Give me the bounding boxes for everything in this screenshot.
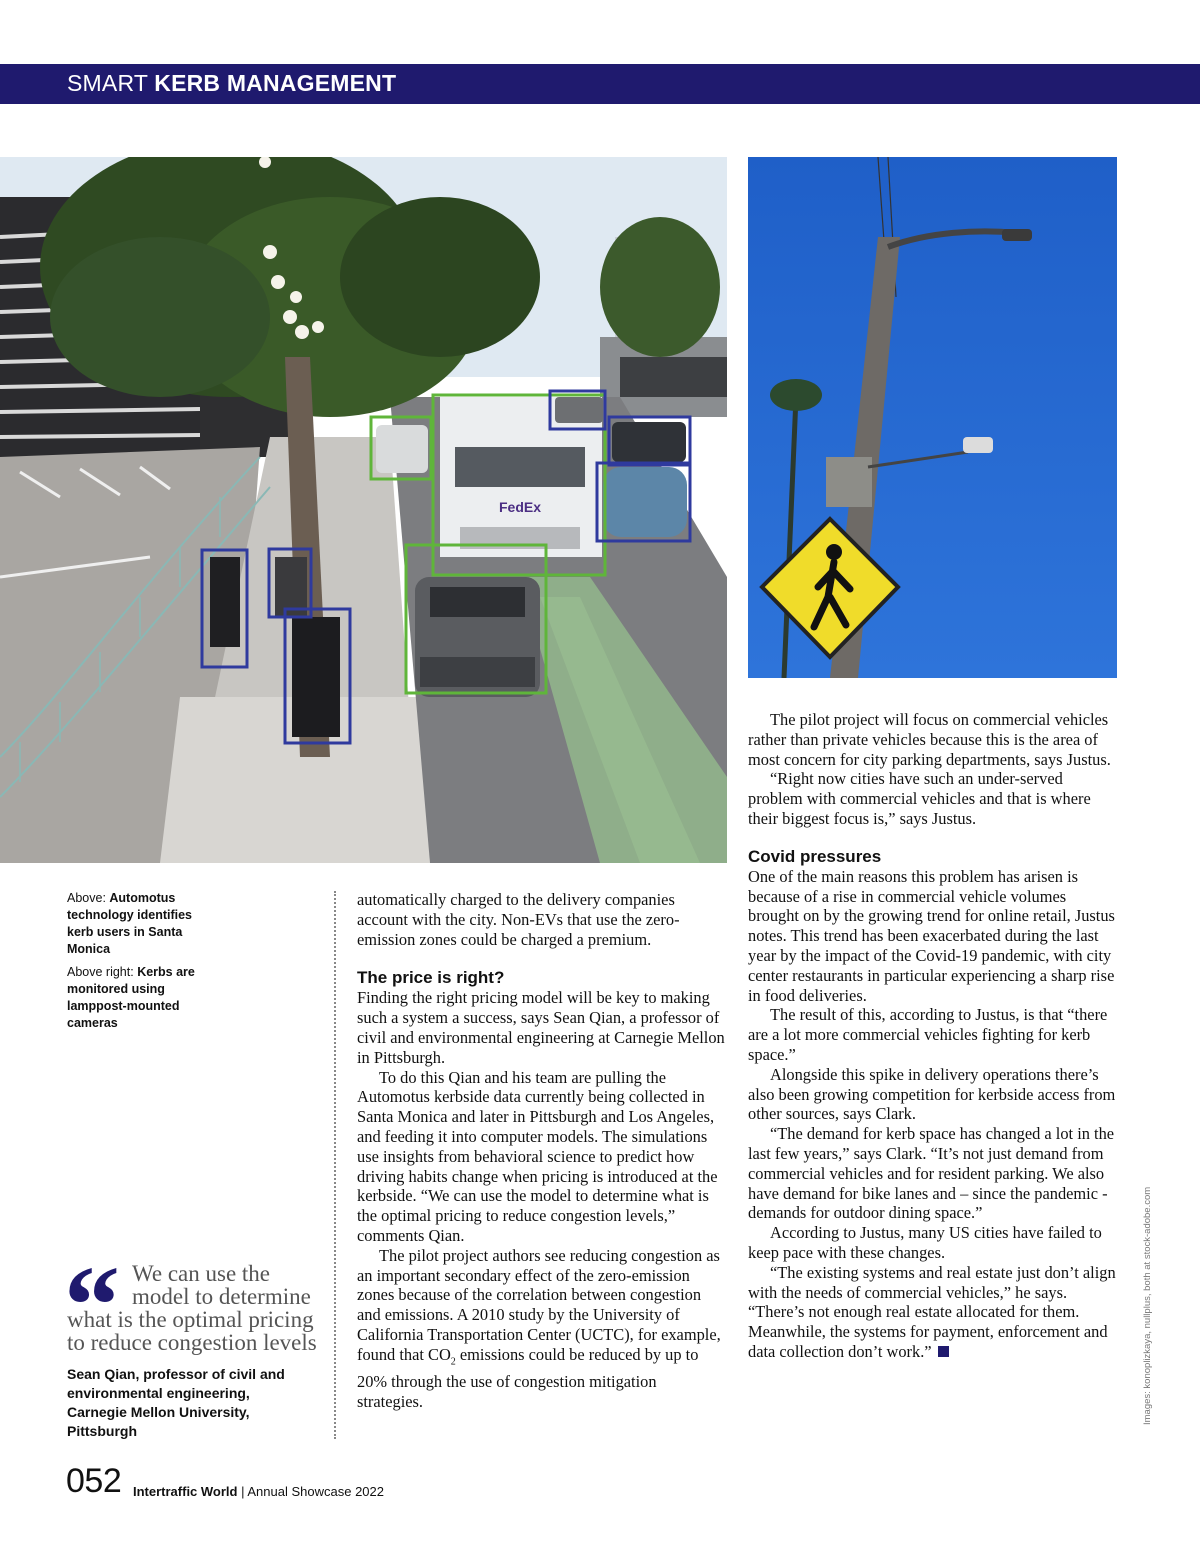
end-mark-icon: [938, 1346, 949, 1357]
paragraph: The result of this, according to Justus, is that “there are a lot more commercial vehicles fighting for kerb space.”: [748, 1005, 1108, 1064]
pull-quote-line: to reduce congestion levels: [67, 1330, 317, 1355]
paragraph: One of the main reasons this problem has arisen is because of a rise in commercial vehicle volumes brought on by the growing trend for online retail, Justus notes. This trend has been exacerbated during the last year by the impact of the Covid-19 pandemic, with city center restaurants in particular experiencing a sharp rise in food deliveries.: [748, 866, 1115, 1005]
quote-mark-icon: “: [64, 1244, 120, 1368]
subheading-price: The price is right?: [357, 968, 505, 988]
truck-logo: FedEx: [498, 499, 542, 515]
column-divider: [334, 891, 336, 1439]
street-detection-photo: [0, 157, 727, 863]
issue-name: Annual Showcase 2022: [247, 1484, 384, 1499]
caption-above: [67, 890, 207, 958]
paragraph-text: The pilot project authors see reducing congestion as an important secondary effect of the zero-emission zones because of the correlation between congestion and emissions. A 2010 study by the University of California Transportation Center (UCTC), for example, found that CO: [357, 1245, 721, 1364]
paragraph: “Right now cities have such an under-served problem with commercial vehicles and that is where their biggest focus is,” says Justus.: [748, 769, 1091, 828]
photo-captions: [67, 890, 207, 1038]
footer-publication: [133, 1484, 384, 1499]
paragraph: To do this Qian and his team are pulling the Automotus kerbside data currently being collected in Santa Monica and later in Pittsburgh and Los Angeles, and feeding it into computer models. The simulations use insights from behavioral science to predict how driving habits change when pricing is introduced at the kerbside. “We can use the model to determine what is the optimal pricing to reduce congestion levels,” comments Qian.: [357, 1067, 718, 1245]
subheading-covid: Covid pressures: [748, 846, 882, 866]
paragraph-text: “The existing systems and real estate just don’t align with the needs of commercial vehicles,” he says. “There’s not enough real estate allocated for them. Meanwhile, the systems for payment, enforcement and data collection don’t work.”: [748, 1262, 1116, 1361]
pull-quote: [67, 1262, 317, 1354]
article-column-right: [748, 710, 1120, 1362]
paragraph: According to Justus, many US cities have failed to keep pace with these changes.: [748, 1223, 1102, 1262]
section-header-bar: [0, 64, 1200, 104]
caption-body: Kerbs are monitored using lamppost-mounted cameras: [67, 965, 195, 1030]
paragraph: Alongside this spike in delivery operations there’s also been growing competition for kerbside access from other sources, says Clark.: [748, 1064, 1116, 1124]
footer-separator: |: [237, 1484, 248, 1499]
pull-quote-attribution: Sean Qian, professor of civil and environmental engineering, Carnegie Mellon University, Pittsburgh: [67, 1366, 285, 1439]
section-title-light: SMART: [67, 70, 155, 96]
paragraph: Finding the right pricing model will be key to making such a system a success, says Sean Qian, a professor of civil and environmental engineering at Carnegie Mellon in Pittsburgh.: [357, 988, 725, 1067]
lamppost-camera-photo: [748, 157, 1117, 678]
caption-body: Automotus technology identifies kerb users in Santa Monica: [67, 891, 193, 956]
article-column-middle: [357, 890, 725, 1411]
paragraph: “The demand for kerb space has changed a lot in the last few years,” says Clark. “It’s not just demand from commercial vehicles and for resident parking. We also have demand for bike lanes and – since the pandemic - demands for outdoor dining space.”: [748, 1124, 1115, 1223]
paragraph: automatically charged to the delivery companies account with the city. Non-EVs that use the zero-emission zones could be charged a premium.: [357, 890, 680, 949]
pull-quote-line: what is the optimal pricing: [67, 1307, 314, 1332]
page-number: 052: [66, 1462, 122, 1500]
image-credit: Images: konoplizkaya, nullplus, both at stock-adobe.com: [1142, 1186, 1153, 1425]
paragraph: The pilot project will focus on commercial vehicles rather than private vehicles because this is the area of most concern for city parking departments, says Justus.: [748, 710, 1111, 769]
paragraph-final: [748, 1263, 1120, 1362]
section-title-bold: KERB MANAGEMENT: [154, 70, 397, 96]
caption-above-right: [67, 964, 207, 1032]
section-title: [67, 70, 396, 97]
pull-quote-line: We can use the: [132, 1261, 270, 1286]
magazine-name: Intertraffic World: [133, 1484, 238, 1499]
paragraph: [357, 1246, 725, 1412]
caption-lead: Above:: [67, 891, 110, 905]
subscript: 2: [450, 1356, 456, 1368]
caption-lead: Above right:: [67, 965, 138, 979]
paragraph-text: emissions could be reduced by up to 20% through the use of congestion mitigation strategies.: [357, 1344, 699, 1411]
pull-quote-line: model to determine: [132, 1284, 311, 1309]
